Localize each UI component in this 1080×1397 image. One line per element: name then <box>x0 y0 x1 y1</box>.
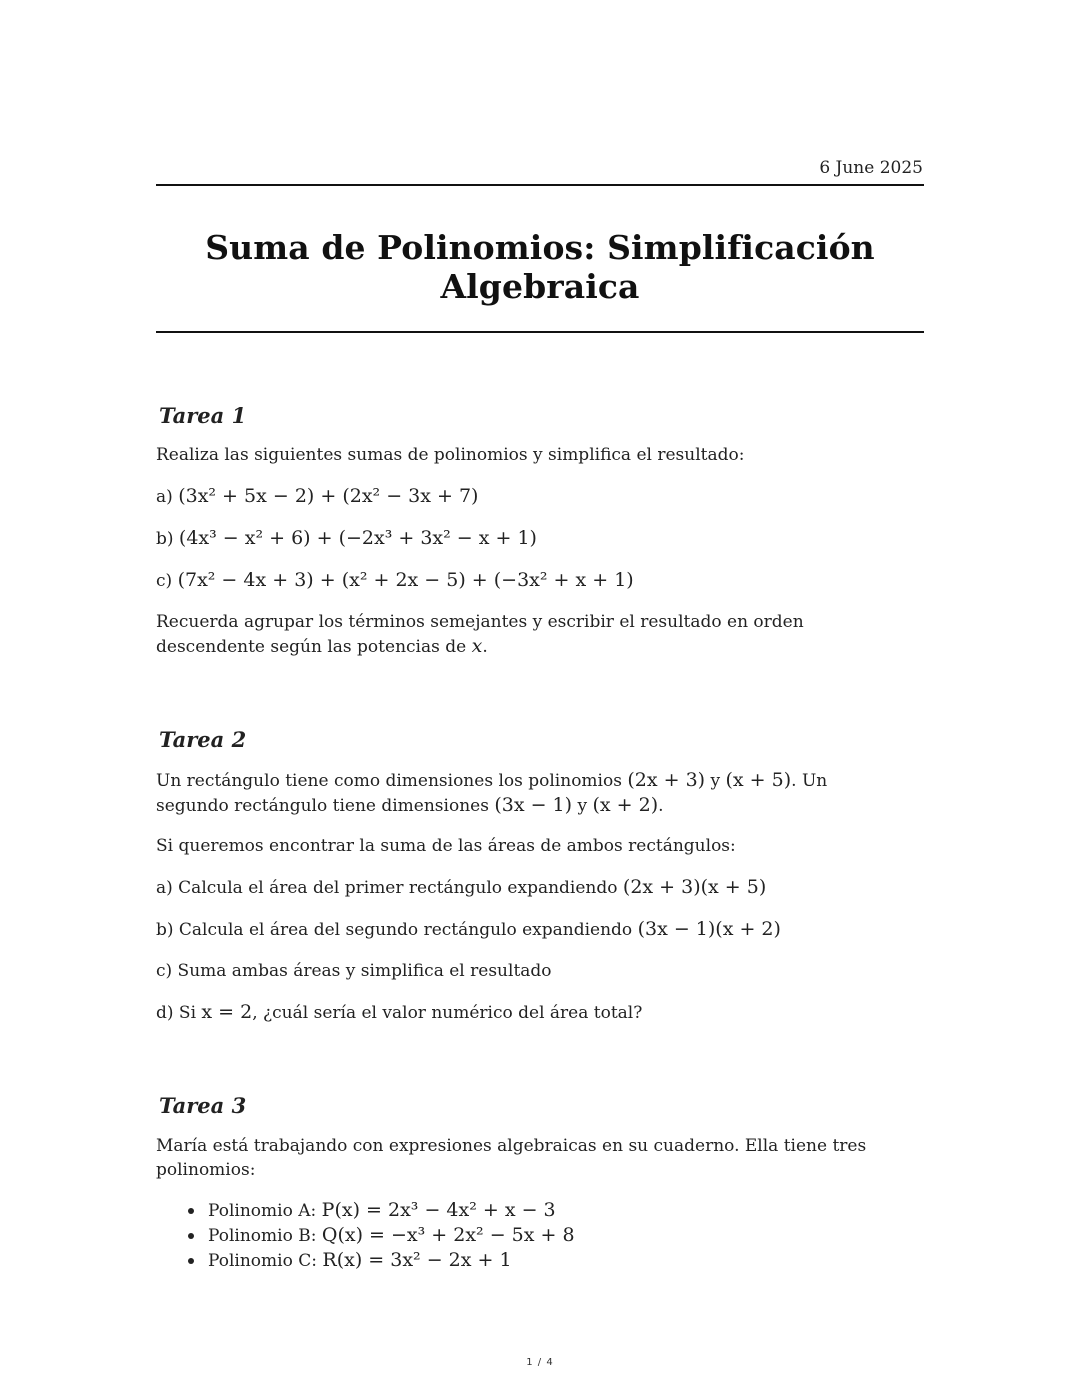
list-item <box>208 1248 924 1273</box>
item-text: a) Calcula el área del primer rectángulo expandiendo <box>156 878 618 898</box>
page-number: 1 / 4 <box>526 1357 554 1368</box>
text-segment: . <box>658 796 664 816</box>
math-expression: (2x + 3)(x + 5) <box>622 876 767 898</box>
list-item <box>208 1198 924 1223</box>
math-expression: Q(x) = −x³ + 2x² − 5x + 8 <box>321 1224 575 1246</box>
math-expression: P(x) = 2x³ − 4x² + x − 3 <box>321 1199 556 1221</box>
item-text: , ¿cuál sería el valor numérico del área total? <box>252 1003 643 1023</box>
exercise-item-c <box>156 959 924 983</box>
math-expression: (7x² − 4x + 3) + (x² + 2x − 5) + (−3x² + x + 1) <box>177 569 634 591</box>
item-label: a) <box>156 487 173 507</box>
math-expression: (x + 2) <box>592 794 659 816</box>
math-expression: x = 2 <box>201 1001 253 1023</box>
math-expression: (4x³ − x² + 6) + (−2x³ + 3x² − x + 1) <box>178 527 537 549</box>
page-title: Suma de Polinomios: Simplificación Algebraica <box>205 228 875 306</box>
poly-label: Polinomio C: <box>208 1251 317 1271</box>
math-variable: x <box>471 635 483 657</box>
note-text: Recuerda agrupar los términos semejantes y escribir el resultado en orden descendente según las potencias de <box>156 612 804 657</box>
math-expression: (3x² + 5x − 2) + (2x² − 3x + 7) <box>178 485 479 507</box>
math-expression: R(x) = 3x² − 2x + 1 <box>322 1249 512 1271</box>
text-segment: y <box>710 771 721 791</box>
exercise-item-a <box>156 875 924 900</box>
exercise-item-d <box>156 1000 924 1025</box>
paragraph-note <box>156 610 896 659</box>
paragraph-intro: María está trabajando con expresiones algebraicas en su cuaderno. Ella tiene tres polinomios: <box>156 1136 867 1180</box>
section-tarea-3 <box>156 1093 924 1273</box>
paragraph-question: Si queremos encontrar la suma de las áreas de ambos rectángulos: <box>156 836 736 856</box>
math-expression: (3x − 1)(x + 2) <box>637 918 781 940</box>
note-end: . <box>482 637 488 657</box>
item-text: b) Calcula el área del segundo rectángulo expandiendo <box>156 920 633 940</box>
exercise-item-b <box>156 526 924 551</box>
list-item <box>208 1223 924 1248</box>
document-date: 6 June 2025 <box>819 158 923 178</box>
paragraph-intro: Realiza las siguientes sumas de polinomios y simplifica el resultado: <box>156 445 745 465</box>
header-rule-top <box>156 184 924 186</box>
exercise-item-a <box>156 484 924 509</box>
section-tarea-2 <box>156 727 924 1025</box>
exercise-item-c <box>156 568 924 593</box>
math-expression: (2x + 3) <box>627 769 706 791</box>
math-expression: (3x − 1) <box>494 794 573 816</box>
poly-label: Polinomio A: <box>208 1201 317 1221</box>
text-segment: y <box>577 796 588 816</box>
section-tarea-1 <box>156 403 924 659</box>
exercise-item-b <box>156 917 924 942</box>
polynomial-list <box>156 1198 924 1273</box>
section-title: Tarea 2 <box>159 727 247 752</box>
text-segment: Un rectángulo tiene como dimensiones los polinomios <box>156 771 622 791</box>
item-label: b) <box>156 529 174 549</box>
section-title: Tarea 1 <box>159 403 247 428</box>
poly-label: Polinomio B: <box>208 1226 317 1246</box>
item-label: c) <box>156 571 173 591</box>
text-segment: . Un segundo rectángulo tiene dimensiones <box>156 771 828 816</box>
section-title: Tarea 3 <box>159 1093 247 1118</box>
header-rule-bottom <box>156 331 924 333</box>
math-expression: (x + 5) <box>725 769 792 791</box>
item-text: c) Suma ambas áreas y simplifica el resultado <box>156 961 552 981</box>
paragraph-intro <box>156 768 896 818</box>
item-text: d) Si <box>156 1003 197 1023</box>
